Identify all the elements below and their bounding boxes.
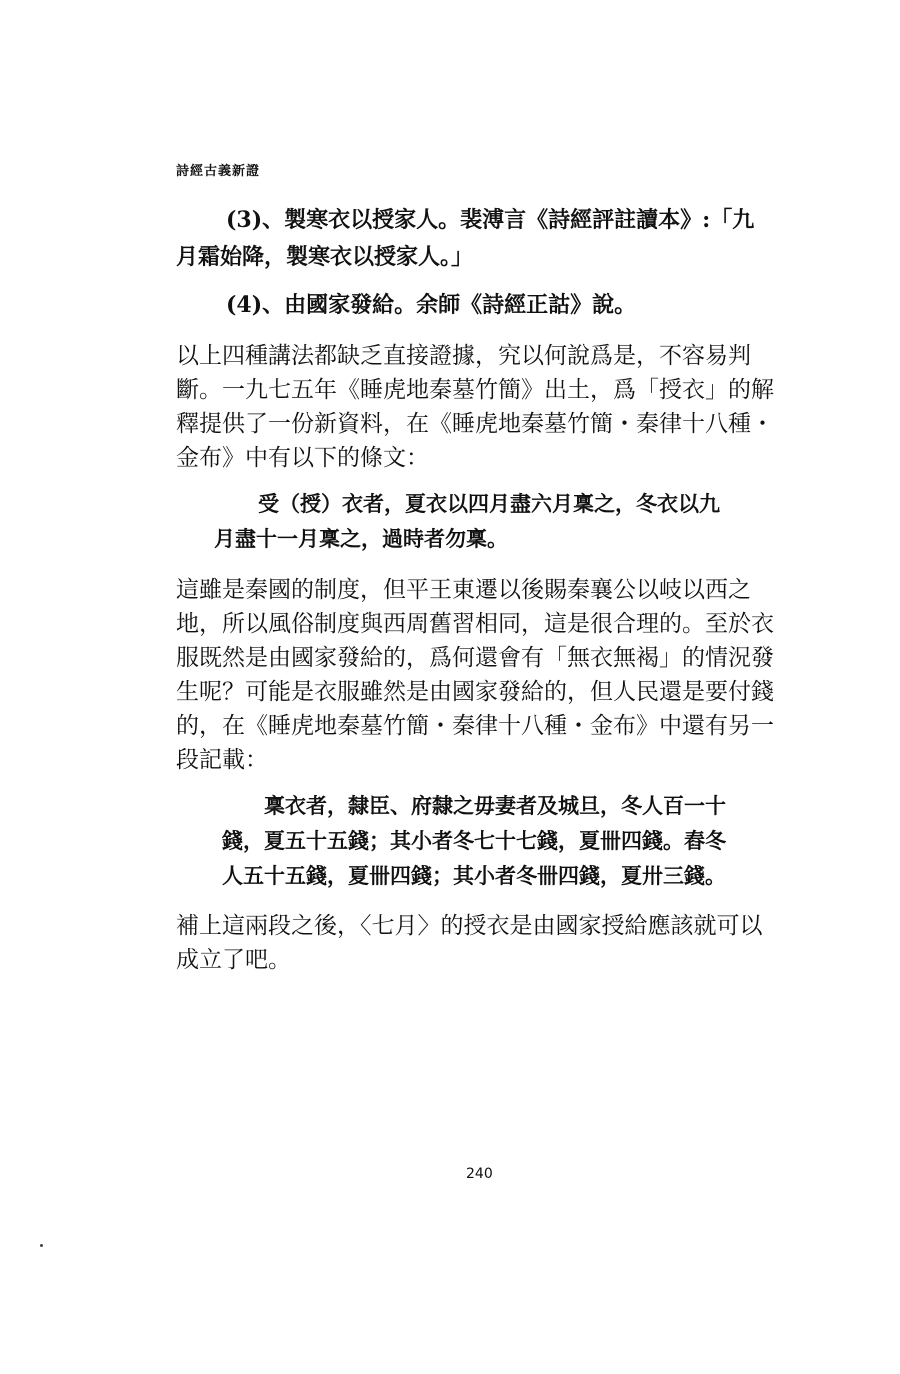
paragraph-2-line-2: 地，所以風俗制度與西周舊習相同，這是很合理的。至於衣 <box>176 611 774 637</box>
quote-1-line-1: 受（授）衣者，夏衣以四月盡六月稟之，冬衣以九 <box>258 491 720 516</box>
paragraph-1-line-3: 釋提供了一份新資料，在《睡虎地秦墓竹簡・秦律十八種・ <box>176 411 774 437</box>
paragraph-1-line-2: 斷。一九七五年《睡虎地秦墓竹簡》出土，爲「授衣」的解 <box>176 377 774 403</box>
paragraph-2-line-6: 段記載： <box>176 747 268 773</box>
paragraph-1-line-4: 金布》中有以下的條文： <box>176 445 429 471</box>
item-3-line-2: 月霜始降，製寒衣以授家人。」 <box>176 244 474 270</box>
item-4-line-1: (4)、由國家發給。余師《詩經正詁》說。 <box>226 292 637 318</box>
paragraph-2-line-3: 服既然是由國家發給的，爲何還會有「無衣無褐」的情況發 <box>176 645 774 671</box>
paragraph-3-line-1: 補上這兩段之後，〈七月〉的授衣是由國家授給應該就可以 <box>176 913 763 939</box>
paragraph-2-line-1: 這雖是秦國的制度，但平王東遷以後賜秦襄公以岐以西之 <box>176 577 751 603</box>
paragraph-1-line-1: 以上四種講法都缺乏直接證據，究以何說爲是，不容易判 <box>176 343 751 369</box>
item-3-line-1: (3)、製寒衣以授家人。裴溥言《詩經評註讀本》:「九 <box>226 207 755 233</box>
page-number: 240 <box>466 1166 493 1182</box>
paragraph-2-line-4: 生呢？可能是衣服雖然是由國家發給的，但人民還是要付錢 <box>176 679 774 705</box>
quote-1-line-2: 月盡十一月稟之，過時者勿稟。 <box>214 526 508 551</box>
paragraph-3-line-2: 成立了吧。 <box>176 947 291 973</box>
quote-2-line-3: 人五十五錢，夏卌四錢；其小者冬卌四錢，夏卅三錢。 <box>222 863 726 888</box>
scan-speck <box>40 1244 43 1247</box>
running-header: 詩經古義新證 <box>176 164 261 179</box>
paragraph-2-line-5: 的，在《睡虎地秦墓竹簡・秦律十八種・金布》中還有另一 <box>176 713 774 739</box>
quote-2-line-2: 錢，夏五十五錢；其小者冬七十七錢，夏卌四錢。舂冬 <box>222 828 726 853</box>
quote-2-line-1: 稟衣者，隸臣、府隸之毋妻者及城旦，冬人百一十 <box>264 793 726 818</box>
